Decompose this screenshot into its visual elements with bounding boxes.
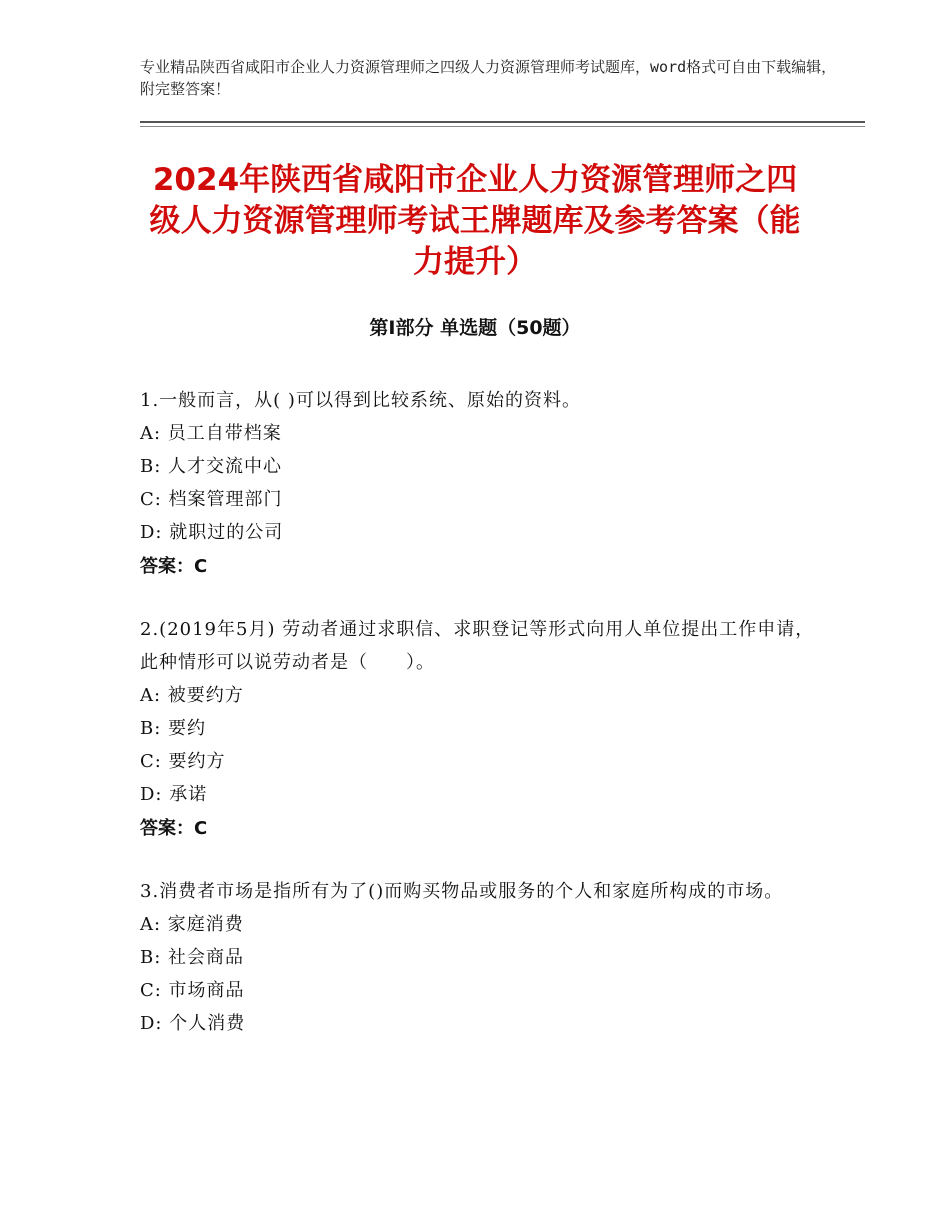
question-list: [140, 384, 820, 1068]
option-c: C: 要约方: [140, 751, 226, 772]
option-b: B: 人才交流中心: [140, 456, 283, 477]
option-a: A: 被要约方: [140, 685, 244, 706]
question-stem: 1.一般而言，从( )可以得到比较系统、原始的资料。: [140, 390, 581, 411]
answer-line: 答案：C: [140, 556, 208, 577]
option-b: B: 社会商品: [140, 947, 245, 968]
question-3: [140, 875, 820, 1040]
option-b: B: 要约: [140, 718, 207, 739]
answer-line: 答案：C: [140, 818, 208, 839]
question-stem: 3.消费者市场是指所有为了()而购买物品或服务的个人和家庭所构成的市场。: [140, 881, 784, 902]
option-c: C: 市场商品: [140, 980, 245, 1001]
option-a: A: 员工自带档案: [140, 423, 282, 444]
option-d: D: 承诺: [140, 784, 208, 805]
section-heading: 第Ⅰ部分 单选题（50题）: [369, 317, 581, 339]
option-a: A: 家庭消费: [140, 914, 244, 935]
header-note: 专业精品陕西省咸阳市企业人力资源管理师之四级人力资源管理师考试题库，word格式可自由下载编辑，附完整答案！: [140, 58, 837, 98]
option-d: D: 就职过的公司: [140, 522, 284, 543]
header-divider-thick: [140, 121, 865, 123]
question-stem: 2.(2019年5月) 劳动者通过求职信、求职登记等形式向用人单位提出工作申请，此种情形可以说劳动者是（ ）。: [140, 619, 815, 673]
document-title: 2024年陕西省咸阳市企业人力资源管理师之四级人力资源管理师考试王牌题库及参考答案（能力提升）: [149, 162, 801, 280]
question-1: [140, 384, 820, 585]
option-c: C: 档案管理部门: [140, 489, 283, 510]
question-2: [140, 613, 820, 847]
header-divider-thin: [140, 126, 865, 127]
option-d: D: 个人消费: [140, 1013, 246, 1034]
